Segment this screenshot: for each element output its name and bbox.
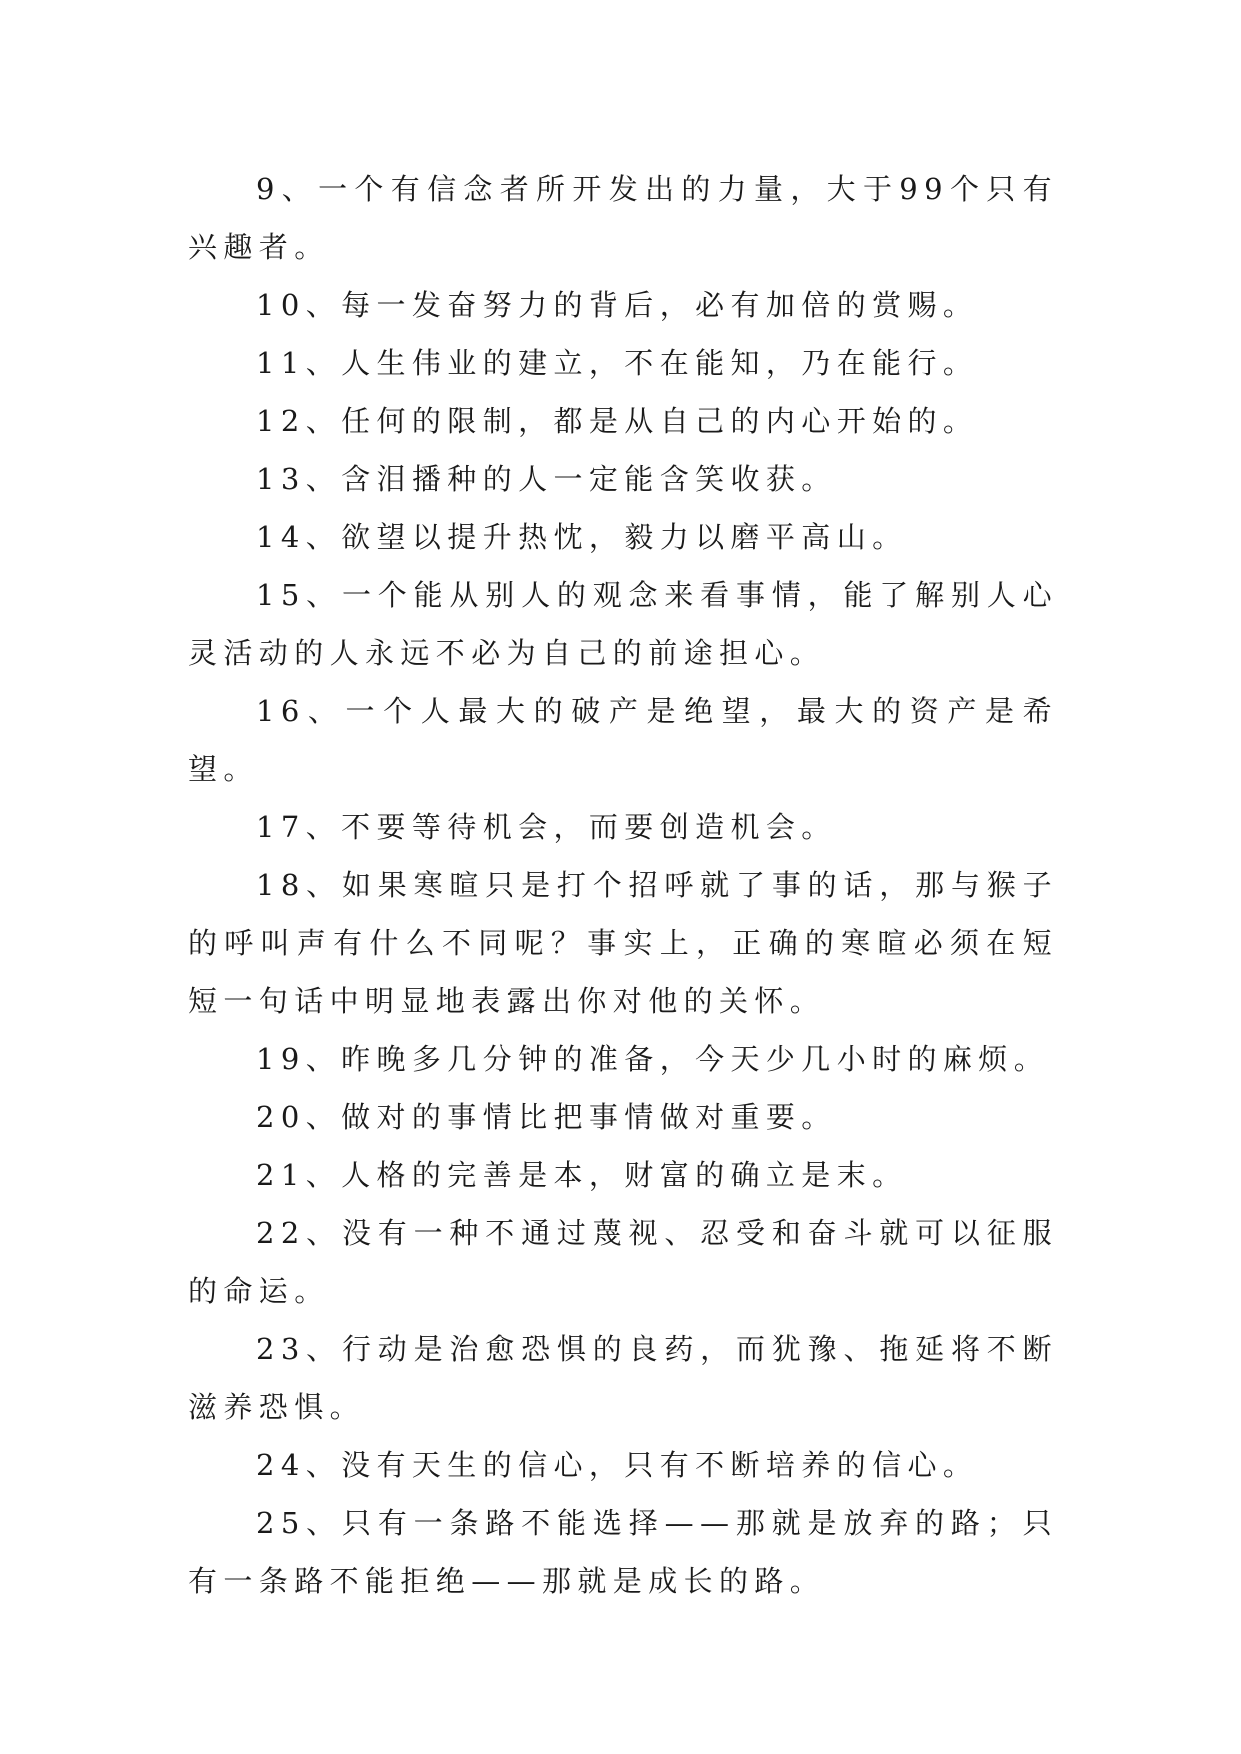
paragraph-24: 24、没有天生的信心，只有不断培养的信心。 (256, 1448, 979, 1482)
paragraph-15: 15、一个能从别人的观念来看事情，能了解别人心灵活动的人永远不必为自己的前途担心。 (188, 578, 1058, 670)
paragraph-18: 18、如果寒暄只是打个招呼就了事的话，那与猴子的呼叫声有什么不同呢？事实上，正确的寒暄必须在短短一句话中明显地表露出你对他的关怀。 (188, 868, 1058, 1018)
paragraph-16: 16、一个人最大的破产是绝望，最大的资产是希望。 (188, 694, 1058, 786)
paragraph-14: 14、欲望以提升热忱，毅力以磨平高山。 (256, 520, 908, 554)
paragraph-13: 13、含泪播种的人一定能含笑收获。 (256, 462, 837, 496)
paragraph-12: 12、任何的限制，都是从自己的内心开始的。 (256, 404, 979, 438)
paragraph-20: 20、做对的事情比把事情做对重要。 (256, 1100, 837, 1134)
paragraph-9: 9、一个有信念者所开发出的力量，大于99个只有兴趣者。 (188, 172, 1058, 264)
paragraph-11: 11、人生伟业的建立，不在能知，乃在能行。 (256, 346, 979, 380)
paragraph-22: 22、没有一种不通过蔑视、忍受和奋斗就可以征服的命运。 (188, 1216, 1058, 1308)
paragraph-23: 23、行动是治愈恐惧的良药，而犹豫、拖延将不断滋养恐惧。 (188, 1332, 1058, 1424)
paragraph-17: 17、不要等待机会，而要创造机会。 (256, 810, 837, 844)
paragraph-25: 25、只有一条路不能选择——那就是放弃的路；只有一条路不能拒绝——那就是成长的路。 (188, 1506, 1058, 1598)
paragraph-19: 19、昨晚多几分钟的准备，今天少几小时的麻烦。 (256, 1042, 1050, 1076)
paragraph-10: 10、每一发奋努力的背后，必有加倍的赏赐。 (256, 288, 979, 322)
paragraph-21: 21、人格的完善是本，财富的确立是末。 (256, 1158, 908, 1192)
document-body (188, 160, 1058, 1610)
